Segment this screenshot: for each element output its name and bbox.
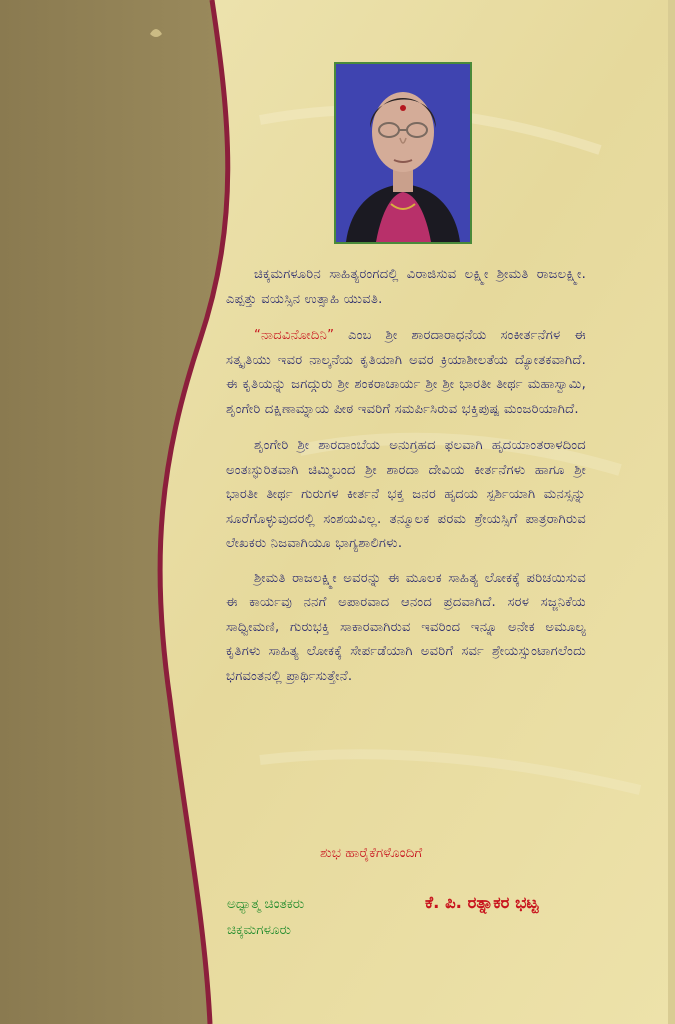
foreword-body [226, 263, 586, 701]
author-designation [227, 891, 304, 943]
book-title: “ನಾದವಿನೋದಿನಿ” [254, 328, 335, 343]
author-name: ಕೆ. ಪಿ. ರತ್ನಾಕರ ಭಟ್ಟ [425, 893, 539, 912]
paragraph-book [226, 324, 586, 422]
paragraph-blessing: ಶೃಂಗೇರಿ ಶ್ರೀ ಶಾರದಾಂಬೆಯ ಅನುಗ್ರಹದ ಫಲವಾಗಿ ಹೃದಯಾಂತರಾಳದಿಂದ ಅಂತಃಸ್ಫುರಿತವಾಗಿ ಚಿಮ್ಮಿಬಂದ ಶ್ರೀ ಶಾರದಾ ದೇವಿಯ ಕೀರ್ತನೆಗಳು ಹಾಗೂ ಶ್ರೀ ಭಾರತೀ ತೀರ್ಥ ಗುರುಗಳ ಕೀರ್ತನೆ ಭಕ್ತ ಜನರ ಹೃದಯ ಸ್ಪರ್ಶಿಯಾಗಿ ಮನಸ್ಸನ್ನು ಸೂರೆಗೊಳ್ಳುವುದರಲ್ಲಿ ಸಂಶಯವಿಲ್ಲ. ತನ್ಮೂಲಕ ಪರಮ ಶ್ರೇಯಸ್ಸಿಗೆ ಪಾತ್ರರಾಗಿರುವ ಲೇಖಕರು ನಿಜವಾಗಿಯೂ ಭಾಗ್ಯಶಾಲಿಗಳು. [226, 438, 586, 551]
paragraph-closing: ಶ್ರೀಮತಿ ರಾಜಲಕ್ಷ್ಮೀ ಅವರನ್ನು ಈ ಮೂಲಕ ಸಾಹಿತ್ಯ ಲೋಕಕ್ಕೆ ಪರಿಚಯಿಸುವ ಈ ಕಾರ್ಯವು ನನಗೆ ಅಪಾರವಾದ ಆನಂದ ಪ್ರದವಾಗಿದೆ. ಸರಳ ಸಜ್ಜನಿಕೆಯ ಸಾಧ್ವೀಮಣಿ, ಗುರುಭಕ್ತಿ ಸಾಕಾರವಾಗಿರುವ ಇವರಿಂದ ಇನ್ನೂ ಅನೇಕ ಅಮೂಲ್ಯ ಕೃತಿಗಳು ಸಾಹಿತ್ಯ ಲೋಕಕ್ಕೆ ಸೇರ್ಪಡೆಯಾಗಿ ಅವರಿಗೆ ಸರ್ವ ಶ್ರೇಯಸ್ಸುಂಟಾಗಲೆಂದು ಭಗವಂತನಲ್ಲಿ ಪ್ರಾರ್ಥಿಸುತ್ತೇನೆ. [226, 570, 586, 684]
author-photo-icon [336, 64, 470, 242]
paragraph-book-text: ಎಂಬ ಶ್ರೀ ಶಾರದಾರಾಧನೆಯ ಸಂಕೀರ್ತನೆಗಳ ಈ ಸತ್ಕೃತಿಯು ಇವರ ನಾಲ್ಕನೆಯ ಕೃತಿಯಾಗಿ ಅವರ ಕ್ರಿಯಾಶೀಲತೆಯ ದ್ಯೋತಕವಾಗಿದೆ. ಈ ಕೃತಿಯನ್ನು ಜಗದ್ಗುರು ಶ್ರೀ ಶಂಕರಾಚಾರ್ಯ ಶ್ರೀ ಶ್ರೀ ಭಾರತೀ ತೀರ್ಥ ಮಹಾಸ್ವಾಮಿ, ಶೃಂಗೇರಿ ದಕ್ಷಿಣಾಮ್ನಾಯ ಪೀಠ ಇವರಿಗೆ ಸಮರ್ಪಿಸಿರುವ ಭಕ್ತಿಪುಷ್ಪ ಮಂಜರಿಯಾಗಿದೆ. [226, 328, 586, 417]
author-title-line1: ಅಧ್ಯಾತ್ಮ ಚಿಂತಕರು [227, 896, 305, 912]
author-portrait [334, 62, 472, 244]
greeting: ಶುಭ ಹಾರೈಕೆಗಳೊಂದಿಗೆ [320, 845, 423, 861]
paragraph-intro: ಚಿಕ್ಕಮಗಳೂರಿನ ಸಾಹಿತ್ಯರಂಗದಲ್ಲಿ ವಿರಾಜಿಸುವ ಲಕ್ಷ್ಮೀ ಶ್ರೀಮತಿ ರಾಜಲಕ್ಷ್ಮೀ. ಎಪ್ಪತ್ತು ವಯಸ್ಸಿನ ಉತ್ಸಾಹಿ ಯುವತಿ. [226, 267, 586, 307]
author-place: ಚಿಕ್ಕಮಗಳೂರು [227, 922, 291, 938]
